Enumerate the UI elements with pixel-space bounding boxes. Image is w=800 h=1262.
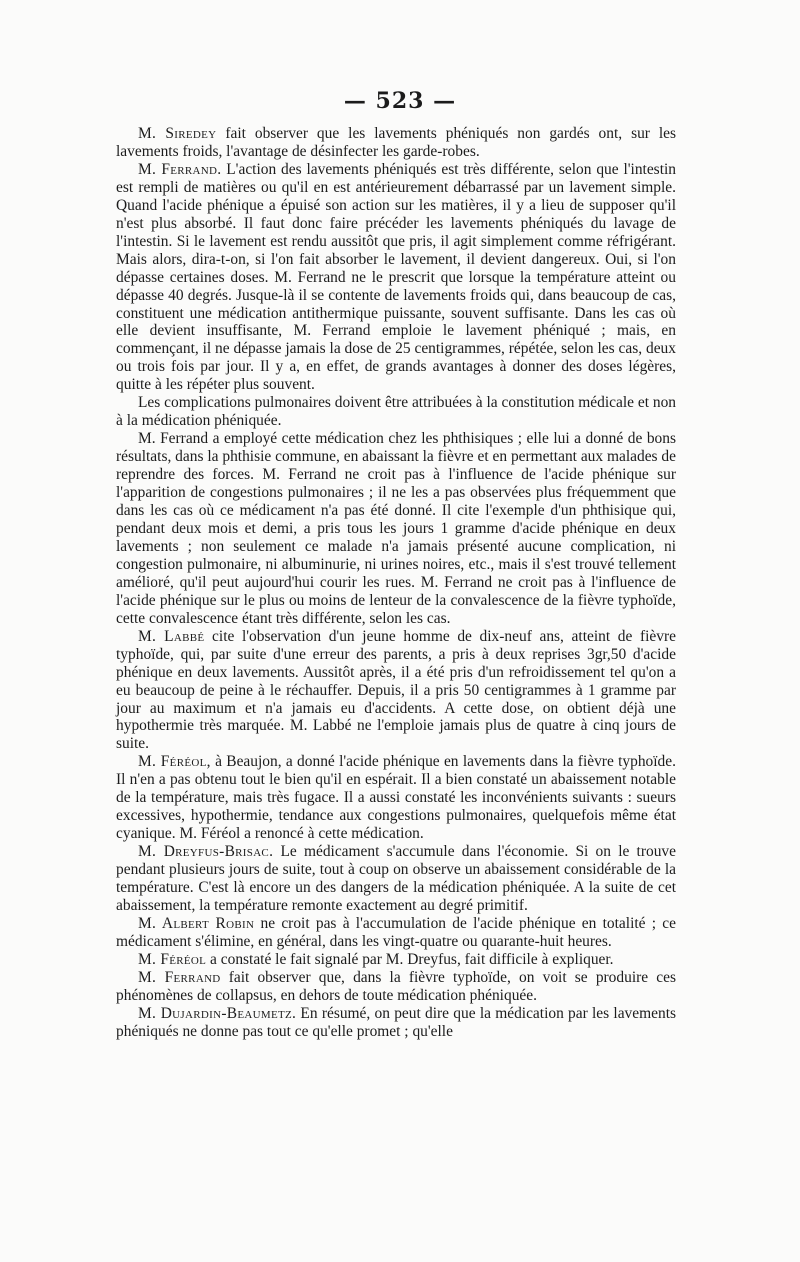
paragraph-text: L'action des lavements phéniqués est très différente, selon que l'intestin est rempli de matières ou qu'il en est antérieurement débarrassé par un lavement simple. Quand l'acide phénique a épuisé son action sur les matières, il y a lieu de supposer qu'il n'est plus absorbé. Il faut donc faire précéder les lavements phéniqués du lavage de l'intestin. Si le lavement est rendu aussitôt que pris, il agit simplement comme réfrigérant. Mais alors, dira-t-on, si l'on fait absorber le lavement, il devient dangereux. Oui, si l'on dépasse certaines doses. M. Ferrand ne le prescrit que lorsque la température atteint ou dépasse 40 degrés. Jusque-là il se contente de lavements froids qui, dans beaucoup de cas, constituent une médication antithermique puissante, souvent suffisante. Dans les cas où elle devient insuffisante, M. Ferrand emploie le lavement phéniqué ; mais, en commençant, il ne dépasse jamais la dose de 25 centigrammes, répétée, selon les cas, deux ou trois fois par jour. Il y a, en effet, de grands avantages à donner des doses légères, quitte à les répéter plus souvent. (116, 160, 676, 394)
paragraph-complications (116, 394, 676, 430)
paragraph-text: cite l'observation d'un jeune homme de dix-neuf ans, atteint de fièvre typhoïde, qui, par suite d'une erreur des parents, a pris à deux reprises 3gr,50 d'acide phénique en deux lavements. Aussitôt après, il a été pris d'un refroidissement tel qu'on a eu beaucoup de peine à le réchauffer. Depuis, il a pris 50 centigrammes à 1 gramme par jour au maximum et n'a jamais eu d'accidents. A cette dose, on obtient déjà une hypothermie très marquée. M. Labbé ne l'emploie jamais plus de quatre à cinq jours de suite. (116, 627, 676, 753)
speaker-name: M. Dreyfus-Brisac. (138, 843, 274, 861)
paragraph-text: a constaté le fait signalé par M. Dreyfus, fait difficile à expliquer. (206, 950, 614, 968)
paragraph-ferrand (116, 161, 676, 394)
paragraph-labbe (116, 628, 676, 754)
speaker-name: M. Albert Robin (138, 914, 255, 932)
paragraph-fereol-2 (116, 951, 676, 969)
body-text (116, 125, 676, 1041)
paragraph-text: ne croit pas à l'accumulation de l'acide phénique en totalité ; ce médicament s'élimine, en général, dans les vingt-quatre ou quarante-huit heures. (116, 914, 676, 950)
paragraph-phthisiques (116, 430, 676, 627)
paragraph-siredey (116, 125, 676, 161)
paragraph-dujardin-beaumetz (116, 1005, 676, 1041)
speaker-name: M. Labbé (138, 627, 205, 645)
paragraph-dreyfus-brisac (116, 843, 676, 915)
paragraph-text: Le médicament s'accumule dans l'économie. Si on le trouve pendant plusieurs jours de suite, tout à coup on observe un abaissement considérable de la température. C'est là encore un des dangers de la médication phéniquée. A la suite de cet abaissement, la température remonte exactement au degré primitif. (116, 843, 676, 914)
paragraph-text: M. Ferrand a employé cette médication chez les phthisiques ; elle lui a donné de bons résultats, dans la phthisie commune, en abaissant la fièvre et en permettant aux malades de reprendre des forces. M. Ferrand ne croit pas à l'influence de l'acide phénique sur l'apparition de congestions pulmonaires ; il ne les a pas observées plus fréquemment que dans les cas où ce médicament n'a pas été donné. Il cite l'exemple d'un phthisique qui, pendant deux mois et demi, a pris tous les jours 1 gramme d'acide phénique en deux lavements ; non seulement ce malade n'a jamais présenté aucune complication, ni congestion pulmonaire, ni albuminurie, ni urines noires, etc., mais il s'est trouvé tellement amélioré, qu'il peut aujourd'hui courir les rues. M. Ferrand ne croit pas à l'influence de l'acide phénique sur le plus ou moins de lenteur de la convalescence de la fièvre typhoïde, cette convalescence étant très différente, selon les cas. (116, 430, 676, 627)
paragraph-fereol (116, 753, 676, 843)
page-number: — 523 — (343, 88, 457, 114)
paragraph-text: fait observer que, dans la fièvre typhoïde, on voit se produire ces phénomènes de collapsus, en dehors de toute médication phéniquée. (116, 968, 676, 1004)
speaker-name: M. Féréol (138, 950, 207, 968)
speaker-name: M. Dujardin-Beaumetz. (138, 1004, 297, 1022)
paragraph-text: Les complications pulmonaires doivent être attribuées à la constitution médicale et non à la médication phéniquée. (116, 394, 677, 430)
paragraph-text: fait observer que les lavements phéniqués non gardés ont, sur les lavements froids, l'avantage de désinfecter les garde-robes. (116, 125, 677, 160)
speaker-name: M. Féréol, (138, 753, 211, 771)
paragraph-ferrand-2 (116, 969, 676, 1005)
paragraph-albert-robin (116, 915, 676, 951)
speaker-name: M. Ferrand (138, 968, 221, 986)
speaker-name: M. Siredey (138, 125, 217, 142)
paragraph-text: En résumé, on peut dire que la médication par les lavements phéniqués ne donne pas tout ce qu'elle promet ; qu'elle (116, 1004, 676, 1040)
paragraph-text: à Beaujon, a donné l'acide phénique en lavements dans la fièvre typhoïde. Il n'en a pas obtenu tout le bien qu'il en espérait. Il a bien constaté un abaissement notable de la température, mais très fugace. Il a aussi constaté les inconvénients suivants : sueurs excessives, hypothermie, tendance aux congestions pulmonaires, quelquefois même état cyanique. M. Féréol a renoncé à cette médication. (116, 753, 676, 843)
speaker-name: M. Ferrand. (138, 160, 222, 178)
